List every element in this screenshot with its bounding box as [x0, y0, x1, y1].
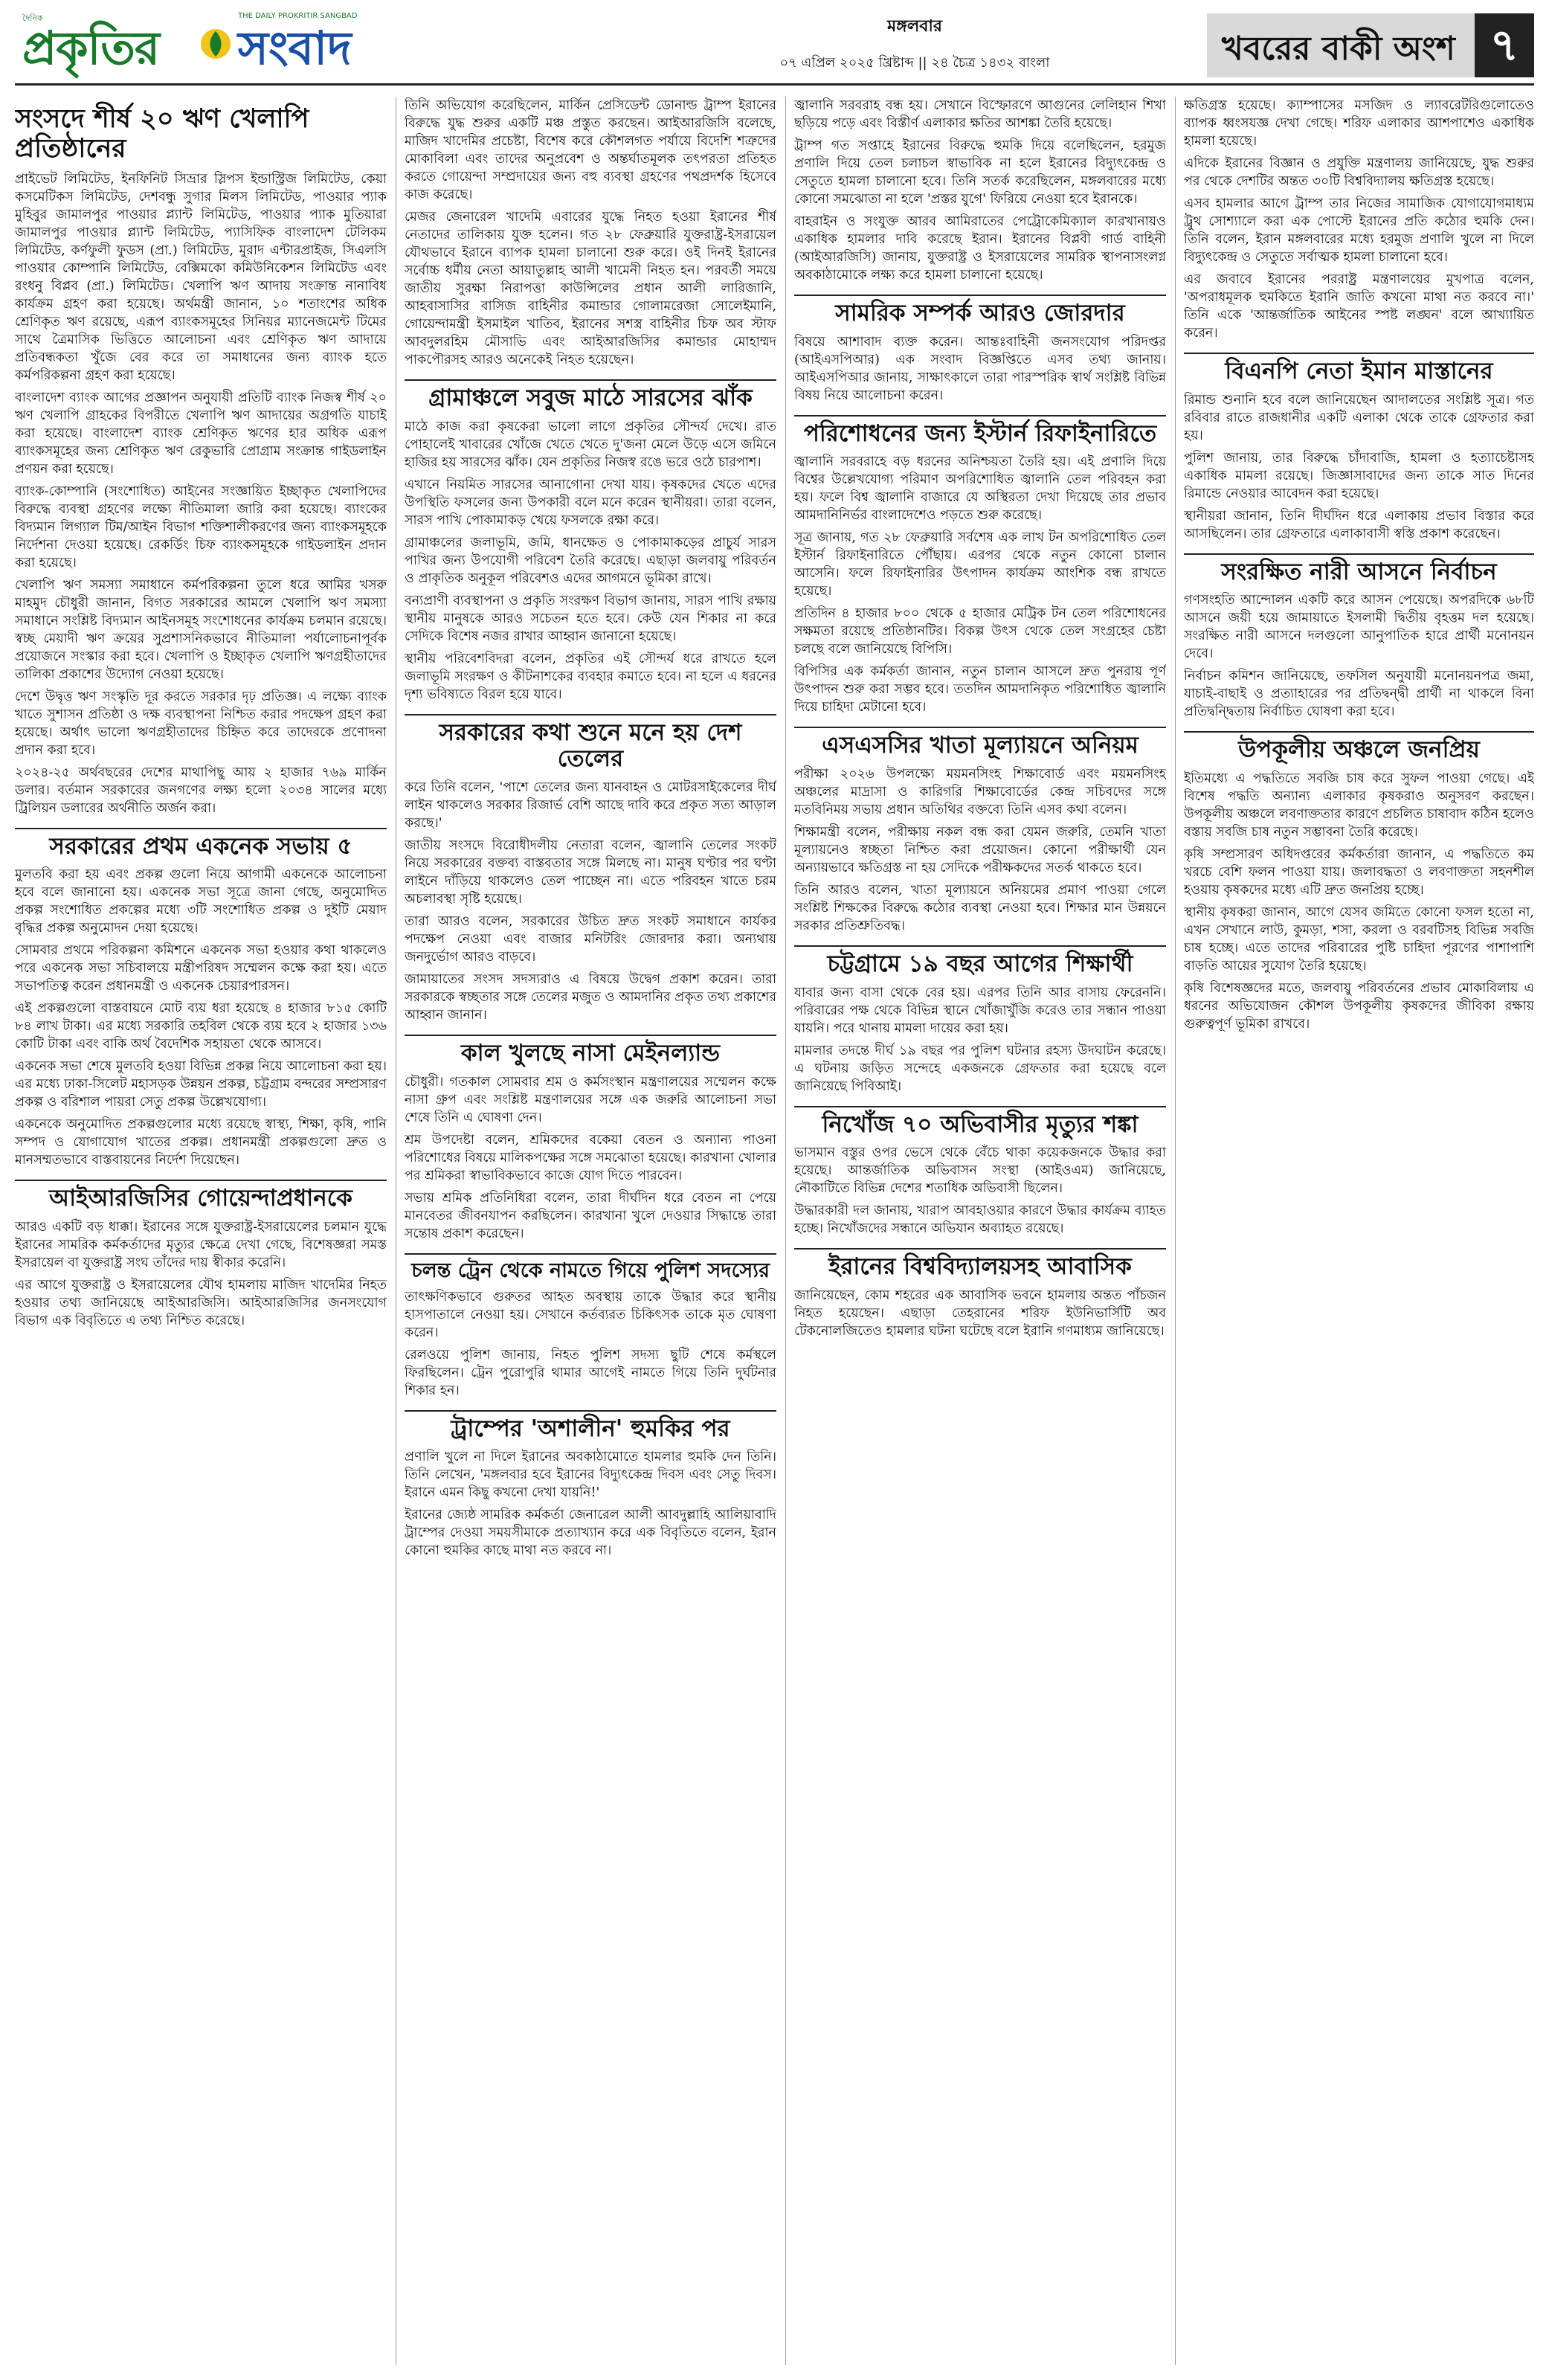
article-paragraph: স্থানীয়রা জানান, তিনি দীর্ঘদিন ধরে এলাকায় প্রভাব বিস্তার করে আসছিলেন। তার গ্রেফতারে এলাকাবাসী স্বস্তি প্রকাশ করেছেন।: [1184, 508, 1534, 541]
article-paragraph: বিষয়ে আশাবাদ ব্যক্ত করেন। আন্তঃবাহিনী জনসংযোগ পরিদপ্তর (আইএসপিআর) এক সংবাদ বিজ্ঞপ্তিতে এসব তথ্য জানায়। আইএসপিআর জানায়, সাক্ষাৎকালে তারা পারস্পরিক স্বার্থ সংশ্লিষ্ট বিভিন্ন বিষয় নিয়ে আলোচনা করেন।: [794, 334, 1166, 403]
header-day: মঙ্গলবার: [887, 17, 942, 36]
article-paragraph: ২০২৪-২৫ অর্থবছরের দেশের মাথাপিছু আয় ২ হাজার ৭৬৯ মার্কিন ডলার। বর্তমান সরকারের জনগণের লক্ষ্য হলো ২০৩৪ সালের মধ্যে ট্রিলিয়ন ডলারের অর্থনীতি অর্জন করা।: [15, 765, 387, 816]
article-paragraph: এই প্রকল্পগুলো বাস্তবায়নে মোট ব্যয় ধরা হয়েছে ৪ হাজার ৮১৫ কোটি ৮৪ লাখ টাকা। এর মধ্যে সরকারি তহবিল থেকে ব্যয় হবে ২ হাজার ১৩৬ কোটি টাকা এবং বাকি অর্থ বৈদেশিক সহায়তা থেকে আসবে।: [15, 1001, 387, 1052]
article-headline: ট্রাম্পের 'অশালীন' হুমকির পর: [405, 1410, 776, 1443]
column-4: [1184, 97, 1534, 2365]
article-paragraph: ব্যাংক-কোম্পানি (সংশোধিত) আইনের সংজ্ঞায়িত ইচ্ছাকৃত খেলাপিদের বিরুদ্ধে ব্যবস্থা গ্রহণের লক্ষ্যে নীতিমালা জারি করা হয়েছে। ব্যাংকের বিদ্যমান লিগ্যাল টিম/আইন বিভাগ শক্তিশালীকরণের জন্য ব্যাংকসমূহকে নির্দেশনা দেওয়া হয়েছে। রেকর্ডিং চিফ ব্যাংকসমূহকে গাইডলাইন প্রদান করা হয়েছে।: [15, 483, 387, 570]
article-paragraph: এসব হামলার আগে ট্রাম্প তার নিজের সামাজিক যোগাযোগমাধ্যম ট্রুথ সোশ্যালে করা এক পোস্টে ইরানের প্রতি কঠোর হুমকি দেন। তিনি বলেন, ইরান মঙ্গলবারের মধ্যে হরমুজ প্রণালি খুলে না দিলে বিদ্যুৎকেন্দ্র ও সেতুতে সর্বাত্মক হামলা চালানো হবে।: [1184, 196, 1534, 265]
article-headline: সামরিক সম্পর্ক আরও জোরদার: [794, 295, 1166, 327]
article-paragraph: বন্যপ্রাণী ব্যবস্থাপনা ও প্রকৃতি সংরক্ষণ বিভাগ জানায়, সারস পাখি রক্ষায় স্থানীয় মানুষকে আরও সচেতন হতে হবে। কেউ যেন শিকার না করে সেদিকে বিশেষ নজর রাখার আহ্বান জানানো হয়েছে।: [405, 593, 776, 644]
header-divider: [15, 83, 1534, 86]
article-paragraph: শিক্ষামন্ত্রী বলেন, পরীক্ষায় নকল বন্ধ করা যেমন জরুরি, তেমনি খাতা মূল্যায়নেও স্বচ্ছতা নিশ্চিত করা প্রয়োজন। কোনো পরীক্ষার্থী যেন অন্যায়ভাবে ক্ষতিগ্রস্ত না হয় সেদিকে পরীক্ষকদের সতর্ক থাকতে হবে।: [794, 824, 1166, 875]
article-paragraph: তাৎক্ষণিকভাবে গুরুতর আহত অবস্থায় তাকে উদ্ধার করে স্থানীয় হাসপাতালে নেওয়া হয়। সেখানে কর্তব্যরত চিকিৎসক তাকে মৃত ঘোষণা করেন।: [405, 1289, 776, 1340]
article-paragraph: সভায় শ্রমিক প্রতিনিধিরা বলেন, তারা দীর্ঘদিন ধরে বেতন না পেয়ে মানবেতর জীবনযাপন করছিলেন। কারখানা খুলে দেওয়ার সিদ্ধান্তে তারা সন্তোষ প্রকাশ করেছেন।: [405, 1190, 776, 1241]
article-headline: চট্টগ্রামে ১৯ বছর আগের শিক্ষার্থী: [794, 945, 1166, 978]
article-paragraph: ভাসমান বস্তুর ওপর ভেসে থেকে বেঁচে থাকা কয়েকজনকে উদ্ধার করা হয়েছে। আন্তর্জাতিক অভিবাসন সংস্থা (আইওএম) জানিয়েছে, নৌকাটিতে বিভিন্ন দেশের শতাধিক অভিবাসী ছিলেন।: [794, 1145, 1166, 1197]
article-headline: এসএসসির খাতা মূল্যায়নে অনিয়ম: [794, 727, 1166, 759]
article-headline: গ্রামাঞ্চলে সবুজ মাঠে সারসের ঝাঁক: [405, 379, 776, 412]
leaf-emblem-icon: [197, 25, 234, 62]
article-paragraph: পরীক্ষা ২০২৬ উপলক্ষ্যে ময়মনসিংহ শিক্ষাবোর্ড এবং ময়মনসিংহ অঞ্চলের মাদ্রাসা ও কারিগরি শিক্ষাবোর্ডের কেন্দ্র সচিবদের সঙ্গে মতবিনিময় সভায় প্রধান অতিথির বক্তব্যে তিনি এসব কথা বলেন।: [794, 766, 1166, 817]
article-paragraph: গ্রামাঞ্চলের জলাভূমি, জমি, ধানক্ষেত ও পোকামাকড়ের প্রাচুর্য সারস পাখির জন্য উপযোগী পরিবেশ তৈরি করেছে। এছাড়া জলবায়ু পরিবর্তন ও প্রাকৃতিক অনুকূল পরিবেশও এদের আগমনে ভূমিকা রাখে।: [405, 535, 776, 586]
article-headline: সরকারের প্রথম একনেক সভায় ৫: [15, 828, 387, 861]
article-paragraph: মামলার তদন্তে দীর্ঘ ১৯ বছর পর পুলিশ ঘটনার রহস্য উদঘাটন করেছে। এ ঘটনায় জড়িত সন্দেহে একজনকে গ্রেফতার করা হয়েছে বলে জানিয়েছে পিবিআই।: [794, 1043, 1166, 1094]
article-paragraph: এর জবাবে ইরানের পররাষ্ট্র মন্ত্রণালয়ের মুখপাত্র বলেন, 'অপরাধমূলক হুমকিতে ইরানি জাতি কখনো মাথা নত করবে না।' তিনি একে 'আন্তর্জাতিক আইনের স্পষ্ট লঙ্ঘন' বলে আখ্যায়িত করেন।: [1184, 272, 1534, 341]
article-paragraph: প্রতিদিন ৪ হাজার ৮০০ থেকে ৫ হাজার মেট্রিক টন তেল পরিশোধনের সক্ষমতা রয়েছে প্রতিষ্ঠানটির। বিকল্প উৎস থেকে তেল সংগ্রহের চেষ্টা চলছে বলে জানিয়েছে বিপিসি।: [794, 606, 1166, 657]
article-paragraph: গণসংহতি আন্দোলন একটি করে আসন পেয়েছে। অপরদিকে ৬৮টি আসনে জয়ী হয়ে জামায়াতে ইসলামী দ্বিতীয় বৃহত্তম দল হয়েছে। সংরক্ষিত নারী আসনে দলগুলো আনুপাতিক হারে প্রার্থী মনোনয়ন দেবে।: [1184, 593, 1534, 662]
column-3: [794, 97, 1166, 2365]
article-paragraph: প্রণালি খুলে না দিলে ইরানের অবকাঠামোতে হামলার হুমকি দেন তিনি। তিনি লেখেন, 'মঙ্গলবার হবে ইরানের বিদ্যুৎকেন্দ্র দিবস এবং সেতু দিবস। ইরানে এমন কিছু কখনো দেখা যায়নি!': [405, 1450, 776, 1501]
article-paragraph: মাঠে কাজ করা কৃষকেরা ভালো লাগে প্রকৃতির সৌন্দর্য দেখে। রাত পোহালেই খাবারের খোঁজে খেতে খেতে দু'জনা মেলে উড়ে এসে জমিনে হাজির হয় সারসের ঝাঁক। যেন প্রকৃতির নিজস্ব রঙে ভরে ওঠে চারপাশ।: [405, 419, 776, 470]
article-headline: নিখোঁজ ৭০ অভিবাসীর মৃত্যুর শঙ্কা: [794, 1106, 1166, 1139]
article-paragraph: রিমান্ড শুনানি হবে বলে জানিয়েছেন আদালতের সংশ্লিষ্ট সূত্র। গত রবিবার রাতে রাজধানীর একটি এলাকা থেকে তাকে গ্রেফতার করা হয়।: [1184, 392, 1534, 443]
article-paragraph: বাহরাইন ও সংযুক্ত আরব আমিরাতের পেট্রোকেমিক্যাল কারখানায়ও একাধিক হামলার দাবি করেছে ইরান। ইরানের বিপ্লবী গার্ড বাহিনী (আইআরজিসি) জানায়, যুক্তরাষ্ট্র ও ইসরায়েলের সামরিক স্থাপনাসংলগ্ন অবকাঠামোকে লক্ষ্য করে হামলা চালানো হয়েছে।: [794, 214, 1166, 283]
article-paragraph: শ্রম উপদেষ্টা বলেন, শ্রমিকদের বকেয়া বেতন ও অন্যান্য পাওনা পরিশোধের বিষয়ে মালিকপক্ষের সঙ্গে সমঝোতা হয়েছে। কারখানা খোলার পর শ্রমিকরা স্বাভাবিকভাবে কাজে যোগ দিতে পারবেন।: [405, 1132, 776, 1183]
article-paragraph: বিপিসির এক কর্মকর্তা জানান, নতুন চালান আসলে দ্রুত পুনরায় পূর্ণ উৎপাদন শুরু করা সম্ভব হবে। ততদিন আমদানিকৃত পরিশোধিত জ্বালানি দিয়ে চাহিদা মেটানো হবে।: [794, 664, 1166, 715]
article-paragraph: দেশে উদ্বৃত্ত ঋণ সংস্কৃতি দূর করতে সরকার দৃঢ় প্রতিজ্ঞ। এ লক্ষ্যে ব্যাংক খাতে সুশাসন প্রতিষ্ঠা ও দক্ষ ব্যবস্থাপনা নিশ্চিত করার পদক্ষেপ গ্রহণ করা হয়েছে। অর্থাৎ ভালো ঋণগ্রহীতাদের চিহ্নিত করে তাদেরকে প্রণোদনা প্রদান করা হবে।: [15, 689, 387, 758]
article-paragraph: চৌধুরী। গতকাল সোমবার শ্রম ও কর্মসংস্থান মন্ত্রণালয়ের সম্মেলন কক্ষে নাসা গ্রুপ এবং সংশ্লিষ্ট মন্ত্রণালয়ের সঙ্গে এক জরুরি আলোচনা সভা শেষে তিনি এ ঘোষণা দেন।: [405, 1074, 776, 1125]
article-paragraph: তিনি অভিযোগ করেছিলেন, মার্কিন প্রেসিডেন্ট ডোনাল্ড ট্রাম্প ইরানের বিরুদ্ধে যুদ্ধ শুরুর একটি মঞ্চ প্রস্তুত করছেন। আইআরজিসি বলেছে, মাজিদ খাদেমির প্রচেষ্টা, বিশেষ করে কৌশলগত পর্যায়ে বিদেশি শত্রুদের মোকাবিলা এবং তাদের অনুপ্রবেশ ও অন্তর্ঘাতমূলক তৎপরতা প্রতিহত করতে গোয়েন্দা সম্প্রদায়ের জন্য বহু ব্যবস্থা গ্রহণের পথপ্রদর্শক হিসেবে কাজ করেছে।: [405, 98, 776, 202]
article-headline: সরকারের কথা শুনে মনে হয় দেশ তেলের: [405, 714, 776, 773]
column-divider: [785, 97, 786, 2365]
article-paragraph: স্থানীয় পরিবেশবিদরা বলেন, প্রকৃতির এই সৌন্দর্য ধরে রাখতে হলে জলাভূমি সংরক্ষণ ও কীটনাশকের ব্যবহার কমাতে হবে। না হলে এ ধরনের দৃশ্য ভবিষ্যতে বিরল হয়ে যাবে।: [405, 651, 776, 702]
column-1: [15, 97, 387, 2365]
article-paragraph: আরও একটি বড় ধাক্কা। ইরানের সঙ্গে যুক্তরাষ্ট্র-ইসরায়েলের চলমান যুদ্ধে ইরানের সামরিক কর্মকর্তাদের মৃত্যুর ক্ষেত্রে দেখা গেছে, বিশেষজ্ঞরা সমস্ত ইসরায়েল বা যুক্তরাষ্ট্র সংঘ তাঁদের দায় স্বীকার করেনি।: [15, 1219, 387, 1270]
article-paragraph: খেলাপি ঋণ সমস্যা সমাধানে কর্মপরিকল্পনা তুলে ধরে আমির খসরু মাহমুদ চৌধুরী জানান, বিগত সরকারের আমলে খেলাপি ঋণ সমস্যা সমাধানে সংশ্লিষ্ট বিদ্যমান আইনসমূহ সংশোধনের কার্যক্রম চলমান রয়েছে। স্বচ্ছ মেয়াদী ঋণ ক্রয়ের সুপ্রশাসনিকভাবে নীতিমালা পর্যালোচনাপূর্বক প্রয়োজনে সংস্কার করা হবে। খেলাপি ও ইচ্ছাকৃত খেলাপি ঋণগ্রহীতাদের তালিকা প্রকাশের উদ্যোগ নেওয়া হয়েছে।: [15, 577, 387, 682]
article-paragraph: তারা আরও বলেন, সরকারের উচিত দ্রুত সংকট সমাধানে কার্যকর পদক্ষেপ নেওয়া এবং বাজার মনিটরিং জোরদার করা। অন্যথায় জনদুর্ভোগ আরও বাড়বে।: [405, 913, 776, 965]
header-date: ০৭ এপ্রিল ২০২৫ খ্রিষ্টাব্দ || ২৪ চৈত্র ১৪৩২ বাংলা: [779, 55, 1050, 71]
article-headline: আইআরজিসির গোয়েন্দাপ্রধানকে: [15, 1180, 387, 1212]
article-paragraph: নির্বাচন কমিশন জানিয়েছে, তফসিল অনুযায়ী মনোনয়নপত্র জমা, যাচাই-বাছাই ও প্রত্যাহারের পর প্রতিদ্বন্দ্বী প্রার্থী না থাকলে বিনা প্রতিদ্বন্দ্বিতায় নির্বাচিত ঘোষণা করা হবে।: [1184, 669, 1534, 720]
logo-tag-right: THE DAILY PROKRITIR SANGBAD: [238, 12, 358, 20]
article-headline: পরিশোধনের জন্য ইস্টার্ন রিফাইনারিতে: [794, 415, 1166, 448]
article-paragraph: ইতিমধ্যে এ পদ্ধতিতে সবজি চাষ করে সুফল পাওয়া গেছে। এই বিশেষ পদ্ধতি অন্যান্য এলাকার কৃষকরাও অনুসরণ করছেন। উপকূলীয় অঞ্চলে লবণাক্ততার কারণে প্রচলিত চাষাবাদ কঠিন হলেও বস্তায় সবজি চাষ নতুন সম্ভাবনা তৈরি করেছে।: [1184, 771, 1534, 840]
article-paragraph: জানিয়েছেন, কোম শহরের এক আবাসিক ভবনে হামলায় অন্তত পাঁচজন নিহত হয়েছেন। এছাড়া তেহরানের শরিফ ইউনিভার্সিটি অব টেকনোলজিতেও হামলার ঘটনা ঘটেছে বলে ইরানি গণমাধ্যম জানিয়েছে।: [794, 1287, 1166, 1339]
page-number: ৭: [1475, 13, 1534, 77]
logo-second-text: সংবাদ: [238, 21, 352, 75]
article-paragraph: স্থানীয় কৃষকরা জানান, আগে যেসব জমিতে কোনো ফসল হতো না, এখন সেখানে লাউ, কুমড়া, শসা, করলা ও বরবটিসহ বিভিন্ন সবজি চাষ হচ্ছে। এতে তাদের পরিবারের পুষ্টি চাহিদা পূরণের পাশাপাশি বাড়তি আয়ের সুযোগ তৈরি হয়েছে।: [1184, 904, 1534, 974]
article-paragraph: একনেকে অনুমোদিত প্রকল্পগুলোর মধ্যে রয়েছে স্বাস্থ্য, শিক্ষা, কৃষি, পানি সম্পদ ও যোগাযোগ খাতের প্রকল্প। প্রধানমন্ত্রী প্রকল্পগুলো দ্রুত ও মানসম্মতভাবে বাস্তবায়নের নির্দেশ দিয়েছেন।: [15, 1117, 387, 1168]
article-paragraph: জাতীয় সংসদে বিরোধীদলীয় নেতারা বলেন, জ্বালানি তেলের সংকট নিয়ে সরকারের বক্তব্য বাস্তবতার সঙ্গে মিলছে না। মানুষ ঘণ্টার পর ঘণ্টা লাইনে দাঁড়িয়ে থাকলেও তেল পাচ্ছেন না। এতে পরিবহন খাতে চরম অচলাবস্থা সৃষ্টি হয়েছে।: [405, 837, 776, 907]
newspaper-logo: [15, 9, 461, 80]
article-paragraph: যাবার জন্য বাসা থেকে বের হয়। এরপর তিনি আর বাসায় ফেরেননি। পরিবারের পক্ষ থেকে বিভিন্ন স্থানে খোঁজাখুঁজি করেও তার সন্ধান পাওয়া যায়নি। পরে থানায় মামলা দায়ের করা হয়।: [794, 985, 1166, 1036]
article-paragraph: মেজর জেনারেল খাদেমি এবারের যুদ্ধে নিহত হওয়া ইরানের শীর্ষ নেতাদের তালিকায় যুক্ত হলেন। গত ২৮ ফেব্রুয়ারি যুক্তরাষ্ট্র-ইসরায়েল যৌথভাবে ইরানে ব্যাপক হামলা চালানো শুরু করে। ওই দিনই ইরানের সর্বোচ্চ ধর্মীয় নেতা আয়াতুল্লাহ আলী খামেনী নিহত হন। পরবর্তী সময়ে জাতীয় সুরক্ষা নিরাপত্তা কাউন্সিলের প্রধান আলী লারিজানি, আহবাসাসির বাসিজ বাহিনীর কমান্ডার গোলামরেজা সোলেইমানি, গোয়েন্দামন্ত্রী ইসমাইল খাতিব, ইরানের সশস্ত্র বাহিনীর চিফ অব স্টাফ আবদুলরহিম মৌসাভি এবং আইআরজিসির কমান্ডার মোহাম্মদ পাকপৌরসহ আরও অনেকেই নিহত হয়েছেন।: [405, 210, 776, 367]
article-paragraph: তিনি আরও বলেন, খাতা মূল্যায়নে অনিয়মের প্রমাণ পাওয়া গেলে সংশ্লিষ্ট শিক্ষকের বিরুদ্ধে কঠোর ব্যবস্থা নেওয়া হবে। শিক্ষার মান উন্নয়নে সরকার প্রতিশ্রুতিবদ্ধ।: [794, 882, 1166, 933]
column-2: [405, 97, 776, 2365]
article-paragraph: সূত্র জানায়, গত ২৮ ফেব্রুয়ারি সর্বশেষ এক লাখ টন অপরিশোধিত তেল ইস্টার্ন রিফাইনারিতে পৌঁছায়। এরপর থেকে নতুন কোনো চালান আসেনি। ফলে রিফাইনারির উৎপাদন কার্যক্রম আংশিক বন্ধ রাখতে হয়েছে।: [794, 530, 1166, 599]
article-paragraph: সোমবার প্রথমে পরিকল্পনা কমিশনে একনেক সভা হওয়ার কথা থাকলেও পরে একনেক সভা সচিবালয়ে মন্ত্রীপরিষদ সম্মেলন কক্ষে করা হয়। এতে সভাপতিত্ব করেন প্রধানমন্ত্রী ও একনেক চেয়ারপারসন।: [15, 943, 387, 994]
article-headline: ইরানের বিশ্ববিদ্যালয়সহ আবাসিক: [794, 1248, 1166, 1281]
article-paragraph: একনেক সভা শেষে মুলতবি হওয়া বিভিন্ন প্রকল্প নিয়ে আলোচনা করা হয়। এর মধ্যে ঢাকা-সিলেট মহাসড়ক উন্নয়ন প্রকল্প, চট্টগ্রাম বন্দরের সম্প্রসারণ প্রকল্প ও বরিশাল পায়রা সেতু প্রকল্প উল্লেখযোগ্য।: [15, 1059, 387, 1110]
article-paragraph: ট্রাম্প গত সপ্তাহে ইরানের বিরুদ্ধে হুমকি দিয়ে বলেছিলেন, হরমুজ প্রণালি দিয়ে তেল চলাচল স্বাভাবিক না হলে ইরানের বিদ্যুৎকেন্দ্র ও সেতুতে হামলা চালানো হবে। তিনি সতর্ক করেছিলেন, মঙ্গলবারের মধ্যে কোনো সমঝোতা না হলে 'প্রস্তর যুগে' ফিরিয়ে নেওয়া হবে ইরানকে।: [794, 138, 1166, 207]
section-title: খবরের বাকী অংশ: [1222, 30, 1455, 68]
article-paragraph: মুলতবি করা হয় এবং প্রকল্প গুলো নিয়ে আগামী একনেকে আলোচনা হবে বলে জানানো হয়। একনেক সভা সূত্রে জানা গেছে, অনুমোদিত প্রকল্প সংশোধিত প্রকল্পের মধ্যে ৩টি সংশোধিত প্রকল্প ও দুইটি মেয়াদ বৃদ্ধির প্রকল্প অনুমোদন দেয়া হয়েছে।: [15, 867, 387, 936]
article-headline: সংসদে শীর্ষ ২০ ঋণ খেলাপি প্রতিষ্ঠানের: [15, 104, 309, 164]
article-paragraph: কৃষি বিশেষজ্ঞদের মতে, জলবায়ু পরিবর্তনের প্রভাব মোকাবিলায় এ ধরনের অভিযোজন কৌশল উপকূলীয় কৃষকদের জীবিকা রক্ষায় গুরুত্বপূর্ণ ভূমিকা রাখবে।: [1184, 980, 1534, 1032]
article-headline: উপকূলীয় অঞ্চলে জনপ্রিয়: [1184, 731, 1534, 764]
article-paragraph: জামায়াতের সংসদ সদস্যরাও এ বিষয়ে উদ্বেগ প্রকাশ করেন। তারা সরকারকে স্বচ্ছতার সঙ্গে তেলের মজুত ও আমদানির প্রকৃত তথ্য প্রকাশের আহ্বান জানান।: [405, 971, 776, 1023]
article-paragraph: ইরানের জ্যেষ্ঠ সামরিক কর্মকর্তা জেনারেল আলী আবদুল্লাহি আলিয়াবাদি ট্রাম্পের দেওয়া সময়সীমাকে প্রত্যাখ্যান করে এক বিবৃতিতে বলেন, ইরান কোনো হুমকির কাছে মাথা নত করবে না।: [405, 1508, 776, 1559]
article-headline: বিএনপি নেতা ইমান মাস্তানের: [1184, 353, 1534, 385]
logo-tag-left: দৈনিক: [22, 13, 43, 23]
article-paragraph: এদিকে ইরানের বিজ্ঞান ও প্রযুক্তি মন্ত্রণালয় জানিয়েছে, যুদ্ধ শুরুর পর থেকে দেশটির অন্তত ৩০টি বিশ্ববিদ্যালয় ক্ষতিগ্রস্ত হয়েছে।: [1184, 156, 1534, 189]
logo-main-text: প্রকৃতির: [22, 21, 160, 75]
article-paragraph: এখানে নিয়মিত সারসের আনাগোনা দেখা যায়। কৃষকদের খেতে এদের উপস্থিতি ফসলের জন্য উপকারী বলে মনে করেন স্থানীয়রা। তারা বলেন, সারস পাখি পোকামাকড় খেয়ে ফসলকে রক্ষা করে।: [405, 477, 776, 528]
section-banner: [1207, 13, 1534, 77]
article-paragraph: এর আগে যুক্তরাষ্ট্র ও ইসরায়েলের যৌথ হামলায় মাজিদ খাদেমির নিহত হওয়ার তথ্য জানিয়েছে আইআরজিসি। আইআরজিসির জনসংযোগ বিভাগ এক বিবৃতিতে এ তথ্য নিশ্চিত করেছে।: [15, 1277, 387, 1328]
article-paragraph: পুলিশ জানায়, তার বিরুদ্ধে চাঁদাবাজি, হামলা ও হত্যাচেষ্টাসহ একাধিক মামলা রয়েছে। জিজ্ঞাসাবাদের জন্য তাকে সাত দিনের রিমান্ডে নেওয়ার আবেদন করা হয়েছে।: [1184, 450, 1534, 501]
article-paragraph: জ্বালানি সরবরাহে বড় ধরনের অনিশ্চয়তা তৈরি হয়। এই প্রণালি দিয়ে বিশ্বের উল্লেখযোগ্য পরিমাণ অপরিশোধিত জ্বালানি তেল পরিবহন করা হয়। ফলে বিশ্ব জ্বালানি বাজারে যে অস্থিরতা দেখা দিয়েছে তার প্রভাব আমদানিনির্ভর বাংলাদেশেও পড়তে শুরু করেছে।: [794, 454, 1166, 524]
column-divider: [1175, 97, 1176, 2365]
article-paragraph: ক্ষতিগ্রস্ত হয়েছে। ক্যাম্পাসের মসজিদ ও ল্যাবরেটরিগুলোতেও ব্যাপক ধ্বংসযজ্ঞ দেখা গেছে। শরিফ এলাকার আশপাশেও একাধিক হামলা হয়েছে।: [1184, 98, 1534, 149]
article-paragraph: রেলওয়ে পুলিশ জানায়, নিহত পুলিশ সদস্য ছুটি শেষে কর্মস্থলে ফিরছিলেন। ট্রেন পুরোপুরি থামার আগেই নামতে গিয়ে তিনি দুর্ঘটনার শিকার হন।: [405, 1347, 776, 1398]
article-headline: কাল খুলছে নাসা মেইনল্যান্ড: [405, 1035, 776, 1067]
article-paragraph: প্রাইভেট লিমিটেড, ইনফিনিট সিভ্রার স্লিপস ইন্ডাস্ট্রিজ লিমিটেড, কেয়া কসমেটিকস লিমিটেড, দেশবন্ধু সুগার মিলস লিমিটেড, পাওয়ার প্যাক মুহিবুর জামালপুর পাওয়ার প্ল্যান্ট লিমিটেড, পাওয়ার প্যাক মুতিয়ারা জামালপুর পাওয়ার প্ল্যান্ট লিমিটেড, প্যাসিফিক বাংলাদেশ টেলিকম লিমিটেড, কর্ণফুলী ফুডস (প্রা.) লিমিটেড, মুরাদ এন্টারপ্রাইজ, সিএলসি পাওয়ার কোম্পানি লিমিটেড, বেক্সিমকো কমিউনিকেশন লিমিটেড এবং রংধনু বিপ্লব (প্রা.) লিমিটেড। খেলাপি ঋণ আদায় সংক্রান্ত নানাবিধ কার্যক্রম গ্রহণ করা হয়েছে। অর্থমন্ত্রী জানান, ১০ শতাংশের অধিক শ্রেণিকৃত ঋণ রয়েছে, এরূপ ব্যাংকসমূহের সিনিয়র ম্যানেজমেন্ট টিমের সাথে ত্রৈমাসিক ভিত্তিতে আলোচনা এবং শ্রেণিকৃত ঋণ আদায়ে প্রতিবন্ধকতা খুঁজে বের করে তা সমাধানের জন্য ব্যাংক হতে কর্মপরিকল্পনা গ্রহণ করা হয়েছে।: [15, 171, 387, 383]
article-paragraph: বাংলাদেশ ব্যাংক আগের প্রজ্ঞাপন অনুযায়ী প্রতিটি ব্যাংক নিজস্ব শীর্ষ ২০ ঋণ খেলাপি গ্রাহকের বিপরীতে খেলাপি ঋণ আদায়ের অগ্রগতি যাচাই করা হয়েছে। বাংলাদেশ ব্যাংক শ্রেণিকৃত ঋণের হার অধিক এরূপ ব্যাংকসমূহের জন্য শ্রেণিকৃত ঋণ রেকুভারি প্রোগ্রাম সংক্রান্ত গাইডলাইন প্রণয়ন করা হয়েছে।: [15, 390, 387, 477]
article-headline: সংরক্ষিত নারী আসনে নির্বাচন: [1184, 553, 1534, 586]
article-paragraph: জ্বালানি সরবরাহ বন্ধ হয়। সেখানে বিস্ফোরণে আগুনের লেলিহান শিখা ছড়িয়ে পড়ে এবং বিস্তীর্ণ এলাকার ক্ষতির আশঙ্কা তৈরি হয়েছে।: [794, 98, 1166, 131]
header-dateline: [625, 9, 1205, 83]
article-paragraph: উদ্ধারকারী দল জানায়, খারাপ আবহাওয়ার কারণে উদ্ধার কার্যক্রম ব্যাহত হচ্ছে। নিখোঁজদের সন্ধানে অভিযান অব্যাহত রয়েছে।: [794, 1203, 1166, 1237]
masthead: [15, 9, 1534, 89]
article-paragraph: করে তিনি বলেন, 'পাশে তেলের জন্য যানবাহন ও মোটরসাইকেলের দীর্ঘ লাইন থাকলেও সরকার রিজার্ভ বেশি আছে দাবি করে প্রকৃত সত্য আড়াল করছে।': [405, 779, 776, 831]
article-headline: চলন্ত ট্রেন থেকে নামতে গিয়ে পুলিশ সদস্যের: [405, 1253, 776, 1282]
article-paragraph: কৃষি সম্প্রসারণ অধিদপ্তরের কর্মকর্তারা জানান, এ পদ্ধতিতে কম খরচে বেশি ফলন পাওয়া যায়। জলাবদ্ধতা ও লবণাক্ততা সহনশীল হওয়ায় কৃষকদের মধ্যে এটি দ্রুত জনপ্রিয় হচ্ছে।: [1184, 846, 1534, 898]
